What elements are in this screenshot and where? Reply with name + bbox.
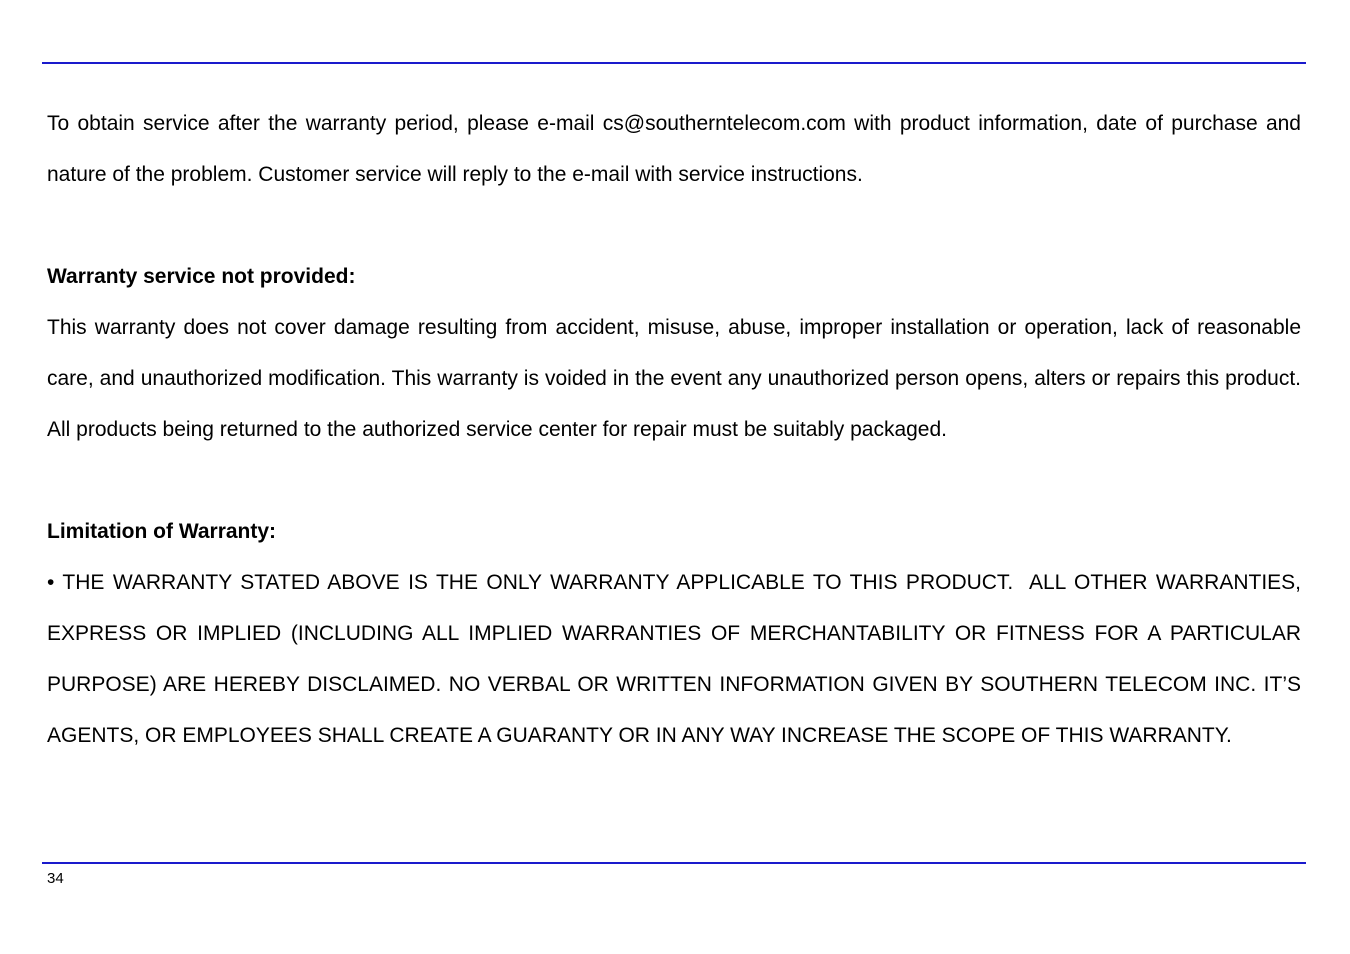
service-paragraph: To obtain service after the warranty period, please e-mail cs@southerntelecom.com with product information, date of purchase and nature of the problem. Customer service will reply to the e-mail with service instructions. <box>47 112 1301 186</box>
limitation-paragraph: • THE WARRANTY STATED ABOVE IS THE ONLY WARRANTY APPLICABLE TO THIS PRODUCT. ALL OTHER WARRANTIES, EXPRESS OR IMPLIED (INCLUDING ALL IMPLIED WARRANTIES OF MERCHANTABILITY OR FITNESS FOR A PARTICULAR PURPOSE) ARE HEREBY DISCLAIMED. NO VERBAL OR WRITTEN INFORMATION GIVEN BY SOUTHERN TELECOM INC. IT’S AGENTS, OR EMPLOYEES SHALL CREATE A GUARANTY OR IN ANY WAY INCREASE THE SCOPE OF THIS WARRANTY. <box>47 571 1307 747</box>
limitation-heading: Limitation of Warranty: <box>47 520 277 543</box>
page-number: 34 <box>47 870 64 887</box>
footer-rule <box>42 862 1306 864</box>
section-spacer <box>47 455 1301 506</box>
document-body <box>47 98 1307 761</box>
section-spacer <box>47 200 1301 251</box>
not-provided-heading: Warranty service not provided: <box>47 265 356 288</box>
header-rule <box>42 62 1306 64</box>
not-provided-paragraph: This warranty does not cover damage resulting from accident, misuse, abuse, improper installation or operation, lack of reasonable care, and unauthorized modification. This warranty is voided in the event any unauthorized person opens, alters or repairs this product. All products being returned to the authorized service center for repair must be suitably packaged. <box>47 316 1301 441</box>
